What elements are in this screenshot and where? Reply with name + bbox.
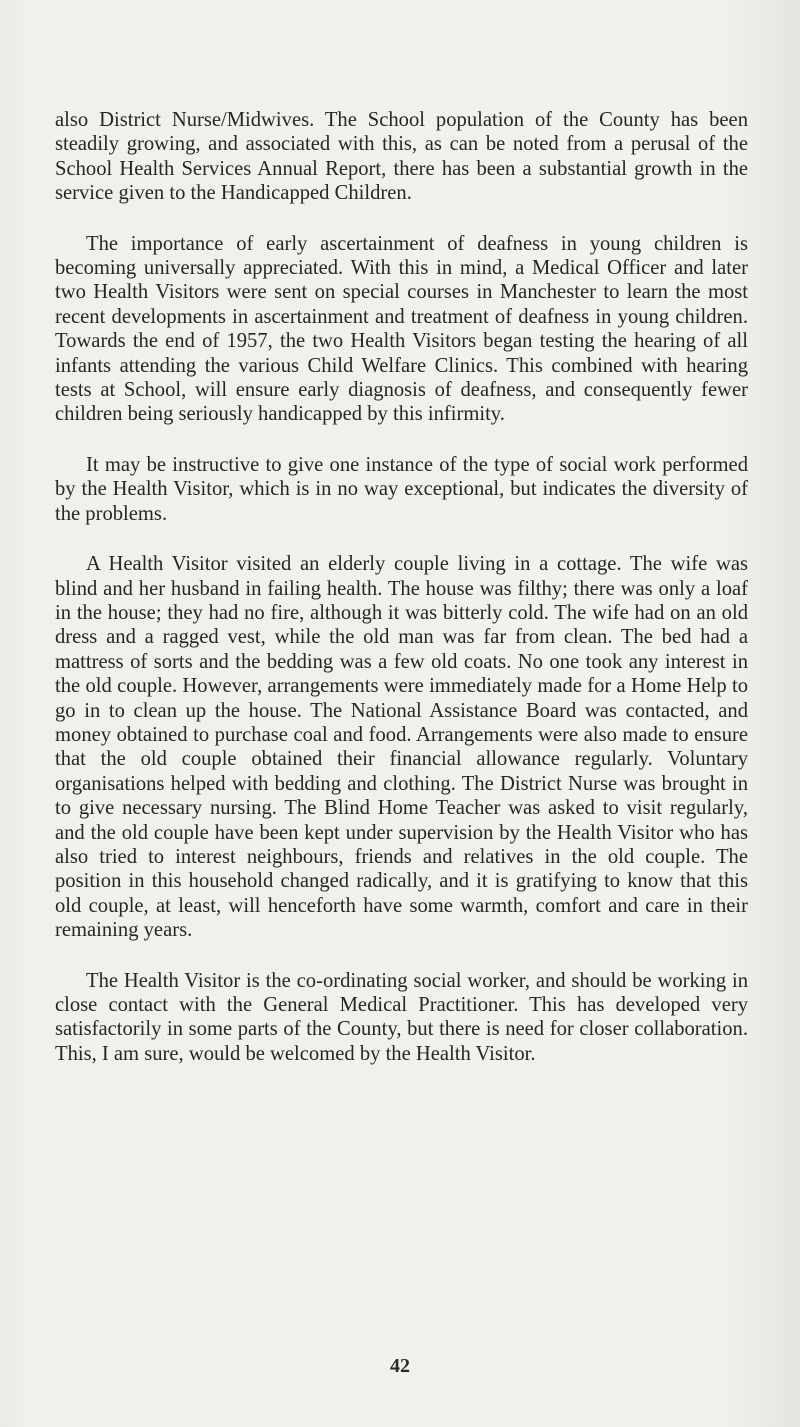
paragraph-deafness-ascertainment: The importance of early ascertainment of deafness in young children is becoming universally appreciated. With this in mind, a Medical Officer and later two Health Visitors were sent on special courses in Manchester to learn the most recent developments in ascertainment and treatment of deafness in young children. Towards the end of 1957, the two Health Visitors began testing the hearing of all infants attending the various Child Welfare Clinics. This combined with hearing tests at School, will ensure early diagnosis of deafness, and consequently fewer children being seriously handicapped by this infirmity. bbox=[55, 232, 748, 426]
page-number: 42 bbox=[390, 1355, 410, 1377]
paragraph-coordinating-worker: The Health Visitor is the co-ordinating social worker, and should be working in close contact with the General Medical Practitioner. This has developed very satisfactorily in some parts of the County, but there is need for closer collaboration. This, I am sure, would be welcomed by the Health Visitor. bbox=[55, 969, 748, 1065]
paragraph-handicapped-children: also District Nurse/Midwives. The School population of the County has been steadily growing, and associated with this, as can be noted from a perusal of the School Health Services Annual Report, there has been a substantial growth in the service given to the Handicapped Children. bbox=[55, 109, 748, 205]
paragraph-elderly-couple-case: A Health Visitor visited an elderly couple living in a cottage. The wife was blind and her husband in failing health. The house was filthy; there was only a loaf in the house; they had no fire, although it was bitterly cold. The wife had on an old dress and a ragged vest, while the old man was far from clean. The bed had a mattress of sorts and the bedding was a few old coats. No one took any interest in the old couple. However, arrangements were immediately made for a Home Help to go in to clean up the house. The National Assistance Board was contacted, and money obtained to purchase coal and food. Arrangements were also made to ensure that the old couple obtained their financial allowance regularly. Voluntary organisations helped with bedding and clothing. The District Nurse was brought in to give necessary nursing. The Blind Home Teacher was asked to visit regularly, and the old couple have been kept under supervision by the Health Visitor who has also tried to interest neighbours, friends and relatives in the old couple. The position in this household changed radically, and it is gratifying to know that this old couple, at least, will henceforth have some warmth, comfort and care in their remaining years. bbox=[55, 553, 748, 942]
paragraph-social-work-intro: It may be instructive to give one instance of the type of social work performed by the Health Visitor, which is in no way exceptional, but indicates the diversity of the problems. bbox=[55, 453, 748, 525]
body-text bbox=[55, 108, 748, 1066]
